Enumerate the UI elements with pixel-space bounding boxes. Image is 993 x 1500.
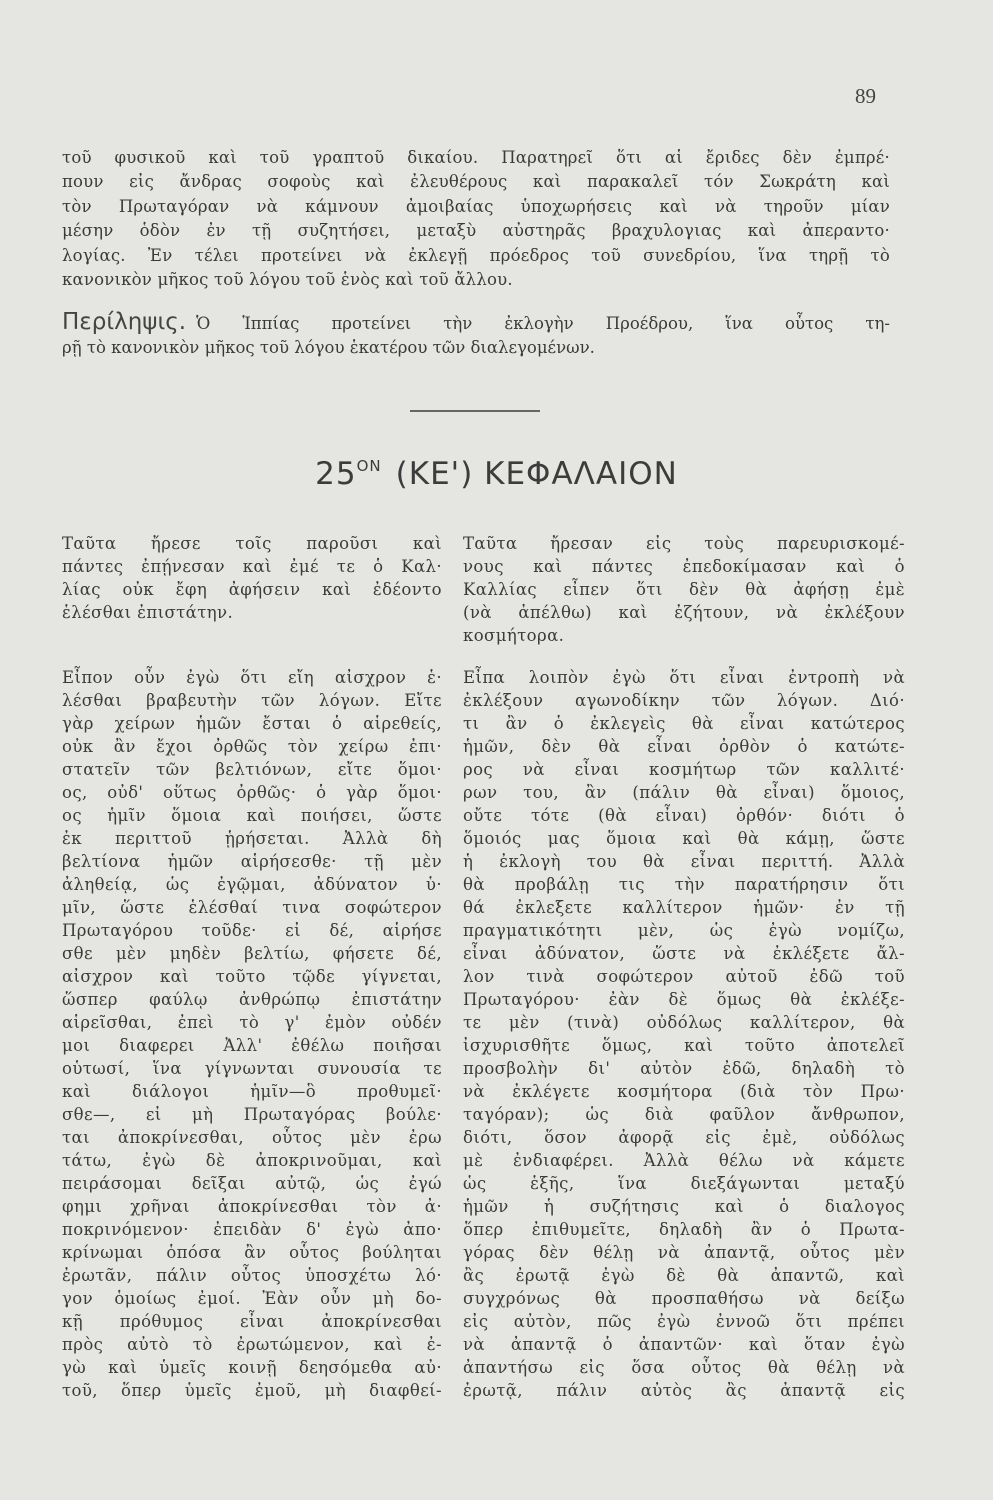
text-line: τοῦ, ὅπερ ὑμεῖς ἐμοῦ, μὴ διαφθεί- — [62, 1381, 442, 1400]
text-line: ταγόραν); ὡς διὰ φαῦλον ἄνθρωπον, — [463, 1105, 905, 1124]
text-line: ὅμοιός μας ὅμοια καὶ θὰ κάμῃ, ὥστε — [463, 829, 905, 848]
text-line: φημι χρῆναι ἀποκρίνεσθαι τὸν ἀ· — [62, 1197, 442, 1216]
text-line: οὐκ ἂν ἔχοι ὀρθῶς τὸν χείρω ἐπι· — [62, 737, 442, 756]
text-line: Εἶπα λοιπὸν ἐγὼ ὅτι εἶναι ἐντροπὴ νὰ — [463, 668, 905, 687]
text-line: σθε μὲν μηδὲν βελτίω, φήσετε δέ, — [62, 944, 442, 963]
text-line: γον ὁμοίως ἐμοί. Ἐὰν οὖν μὴ δο- — [62, 1289, 442, 1308]
translation-paragraph-2 — [463, 666, 905, 1402]
text-line: οὑτωσί, ἵνα γίγνωνται συνουσία τε — [62, 1059, 442, 1078]
text-line: ποκρινόμενον· ἐπειδὰν δ' ἐγὼ ἀπο· — [62, 1220, 442, 1239]
text-line: ος ἡμῖν ὅμοια καὶ ποιήσει, ὥστε — [62, 806, 442, 825]
chapter-number-suffix: ΟΝ — [356, 457, 382, 475]
text-line: τὸν Πρωταγόραν νὰ κάμνουν ἀμοιβαίας ὑποχωρήσεις καὶ νὰ τηροῦν μίαν — [62, 196, 890, 216]
text-line: κοσμήτορα. — [463, 626, 565, 645]
text-line: εἰς αὐτὸν, πῶς ἐγὼ ἐννοῶ ὅτι πρέπει — [463, 1312, 905, 1331]
text-line: διότι, ὅσον ἀφορᾷ εἰς ἐμὲ, οὐδόλως — [463, 1128, 905, 1147]
text-line: γὼ καὶ ὑμεῖς κοινῇ δεησόμεθα αὐ· — [62, 1358, 442, 1377]
text-line: πειράσομαι δεῖξαι αὐτῷ, ὡς ἐγώ — [62, 1174, 442, 1193]
text-line: Πρωταγόρου· ἐὰν δὲ ὅμως θὰ ἐκλέξε- — [463, 990, 905, 1009]
text-line: ἐκ περιττοῦ ᾑρήσεται. Ἀλλὰ δὴ — [62, 829, 442, 848]
top-paragraph — [62, 146, 890, 292]
section-divider — [410, 410, 540, 412]
text-line: νὰ ἀπαντᾷ ὁ ἀπαντῶν· καὶ ὅταν ἐγὼ — [463, 1335, 905, 1354]
text-line: ἀπαντήσω εἰς ὅσα οὗτος θὰ θέλῃ νὰ — [463, 1358, 905, 1377]
chapter-heading — [0, 456, 993, 492]
text-line: ται ἀποκρίνεσθαι, οὗτος μὲν ἐρω — [62, 1128, 442, 1147]
text-line: ἐρωτᾷ, πάλιν αὐτὸς ἂς ἀπαντᾷ εἰς — [463, 1381, 905, 1400]
text-line: ὡς ἑξῆς, ἵνα διεξάγωνται μεταξύ — [463, 1174, 905, 1193]
ancient-text-paragraph-2 — [62, 666, 442, 1402]
text-line: πάντες ἐπῄνεσαν καὶ ἐμέ τε ὁ Καλ· — [62, 557, 442, 576]
text-line: ἡμῶν, δὲν θὰ εἶναι ὀρθὸν ὁ κατώτε- — [463, 737, 905, 756]
text-line: Καλλίας εἶπεν ὅτι δὲν θὰ ἀφήσῃ ἐμὲ — [463, 580, 905, 599]
text-line: ἐρωτᾶν, πάλιν οὗτος ὑποσχέτω λό· — [62, 1266, 442, 1285]
text-line: ἰσχυρισθῆτε ὅμως, καὶ τοῦτο ἀποτελεῖ — [463, 1036, 905, 1055]
text-line: τάτω, ἐγὼ δὲ ἀποκρινοῦμαι, καὶ — [62, 1151, 442, 1170]
text-line: στατεῖν τῶν βελτιόνων, εἴτε ὅμοι· — [62, 760, 442, 779]
text-line: κρίνωμαι ὁπόσα ἂν οὗτος βούληται — [62, 1243, 442, 1262]
summary-line: ρῇ τὸ κανονικὸν μῆκος τοῦ λόγου ἑκατέρου τῶν διαλεγομένων. — [62, 338, 595, 357]
text-line: βελτίονα ἡμῶν αἱρήσεσθε· τῇ μὲν — [62, 852, 442, 871]
text-line: λον τινὰ σοφώτερον αὐτοῦ ἐδῶ τοῦ — [463, 967, 905, 986]
ancient-text-paragraph-1 — [62, 532, 442, 624]
text-line: ρων του, ἂν (πάλιν θὰ εἶναι) ὅμοιος, — [463, 783, 905, 802]
text-line: λογίας. Ἐν τέλει προτείνει νὰ ἐκλεγῇ πρόεδρος τοῦ συνεδρίου, ἵνα τηρῇ τὸ — [62, 245, 890, 265]
text-line: ἑλέσθαι ἐπιστάτην. — [62, 603, 234, 622]
text-line: ὅπερ ἐπιθυμεῖτε, δηλαδὴ ἂν ὁ Πρωτα- — [463, 1220, 905, 1239]
text-line: Εἶπον οὖν ἐγὼ ὅτι εἴη αἰσχρον ἑ· — [62, 668, 442, 687]
text-line: μῖν, ὥστε ἑλέσθαί τινα σοφώτερον — [62, 898, 442, 917]
text-line: σθε—, εἰ μὴ Πρωταγόρας βούλε· — [62, 1105, 442, 1124]
text-line: λίας οὐκ ἔφη ἀφήσειν καὶ ἐδέοντο — [62, 580, 442, 599]
text-line: καὶ διάλογοι ἡμῖν—ὃ προθυμεῖ· — [62, 1082, 442, 1101]
text-line: συγχρόνως θὰ προσπαθήσω νὰ δείξω — [463, 1289, 905, 1308]
text-line: ἂς ἐρωτᾷ ἐγὼ δὲ θὰ ἀπαντῶ, καὶ — [463, 1266, 905, 1285]
text-line: ἀληθείᾳ, ὡς ἐγῷμαι, ἀδύνατον ὑ· — [62, 875, 442, 894]
text-line: νους καὶ πάντες ἐπεδοκίμασαν καὶ ὁ — [463, 557, 905, 576]
text-line: μέσην ὁδὸν ἐν τῇ συζητήσει, μεταξὺ αὐστηρᾶς βραχυλογιας καὶ ἀπεραντο· — [62, 221, 890, 241]
text-line: λέσθαι βραβευτὴν τῶν λόγων. Εἴτε — [62, 691, 442, 710]
text-line: προσβολὴν δι' αὐτὸν ἐδῶ, δηλαδὴ τὸ — [463, 1059, 905, 1078]
text-line: ἡ ἐκλογὴ του θὰ εἶναι περιττή. Ἀλλὰ — [463, 852, 905, 871]
text-line: κῇ πρόθυμος εἶναι ἀποκρίνεσθαι — [62, 1312, 442, 1331]
text-line: κανονικὸν μῆκος τοῦ λόγου τοῦ ἑνὸς καὶ τοῦ ἄλλου. — [62, 270, 513, 290]
text-line: αἱρεῖσθαι, ἐπεὶ τὸ γ' ἐμὸν οὐδέν — [62, 1013, 442, 1032]
text-line: ἡμῶν ἡ συζήτησις καὶ ὁ διαλογος — [463, 1197, 905, 1216]
text-line: τε μὲν (τινὰ) οὐδόλως καλλίτερον, θὰ — [463, 1013, 905, 1032]
text-line: Ταῦτα ἤρεσε τοῖς παροῦσι καὶ — [62, 534, 442, 553]
text-line: αἰσχρον καὶ τοῦτο τῷδε γίγνεται, — [62, 967, 442, 986]
text-line: νὰ ἐκλέγετε κοσμήτορα (διὰ τὸν Πρω· — [463, 1082, 905, 1101]
summary-text: Ὁ Ἱππίας προτείνει τὴν ἐκλογὴν Προέδρου, ἵνα οὗτος τη- — [196, 314, 890, 333]
chapter-number: 25 — [315, 456, 357, 492]
summary-label: Περίληψις. — [62, 310, 187, 335]
text-line: Ταῦτα ἤρεσαν εἰς τοὺς παρευρισκομέ- — [463, 534, 905, 553]
text-line: ρος νὰ εἶναι κοσμήτωρ τῶν καλλιτέ· — [463, 760, 905, 779]
translation-paragraph-1 — [463, 532, 905, 647]
text-line: μὲ ἐνδιαφέρει. Ἀλλὰ θέλω νὰ κάμετε — [463, 1151, 905, 1170]
text-line: πραγματικότητι μὲν, ὡς ἐγὼ νομίζω, — [463, 921, 905, 940]
text-line: εἶναι ἀδύνατον, ὥστε νὰ ἐκλέξετε ἄλ- — [463, 944, 905, 963]
text-line: τοῦ φυσικοῦ καὶ τοῦ γραπτοῦ δικαίου. Παρατηρεῖ ὅτι αἱ ἔριδες δὲν ἐμπρέ· — [62, 148, 890, 167]
text-line: πρὸς αὐτὸ τὸ ἐρωτώμενον, καὶ ἐ- — [62, 1335, 442, 1354]
text-line: ὥσπερ φαύλῳ ἀνθρώπῳ ἐπιστάτην — [62, 990, 442, 1009]
chapter-title: (ΚΕ') ΚΕΦΑΛΑΙΟΝ — [395, 456, 678, 492]
text-line: ἐκλέξουν αγωνοδίκην τῶν λόγων. Διό· — [463, 691, 905, 710]
text-line: Πρωταγόρου τοῦδε· εἰ δέ, αἱρήσε — [62, 921, 442, 940]
text-line: ος, οὐδ' οὕτως ὀρθῶς· ὁ γὰρ ὅμοι· — [62, 783, 442, 802]
summary-paragraph — [62, 310, 890, 360]
text-line: πουν εἰς ἄνδρας σοφοὺς καὶ ἐλευθέρους καὶ παρακαλεῖ τόν Σωκράτη καὶ — [62, 172, 890, 192]
text-line: οὔτε τότε (θὰ εἶναι) ὀρθόν· διότι ὁ — [463, 806, 905, 825]
summary-line — [62, 310, 890, 336]
text-line: (νὰ ἀπέλθω) καὶ ἐζήτουν, νὰ ἐκλέξουν — [463, 603, 905, 622]
text-line: θά ἐκλεξετε καλλίτερον ἡμῶν· ἐν τῇ — [463, 898, 905, 917]
text-line: γόρας δὲν θέλῃ νὰ ἀπαντᾷ, οὗτος μὲν — [463, 1243, 905, 1262]
text-line: γὰρ χείρων ἡμῶν ἔσται ὁ αἱρεθείς, — [62, 714, 442, 733]
text-line: θὰ προβάλῃ τις τὴν παρατήρησιν ὅτι — [463, 875, 905, 894]
page-number: 89 — [855, 84, 876, 108]
text-line: μοι διαφερει Ἀλλ' ἐθέλω ποιῆσαι — [62, 1036, 442, 1055]
text-line: τι ἂν ὁ ἐκλεγεὶς θὰ εἶναι κατώτερος — [463, 714, 905, 733]
